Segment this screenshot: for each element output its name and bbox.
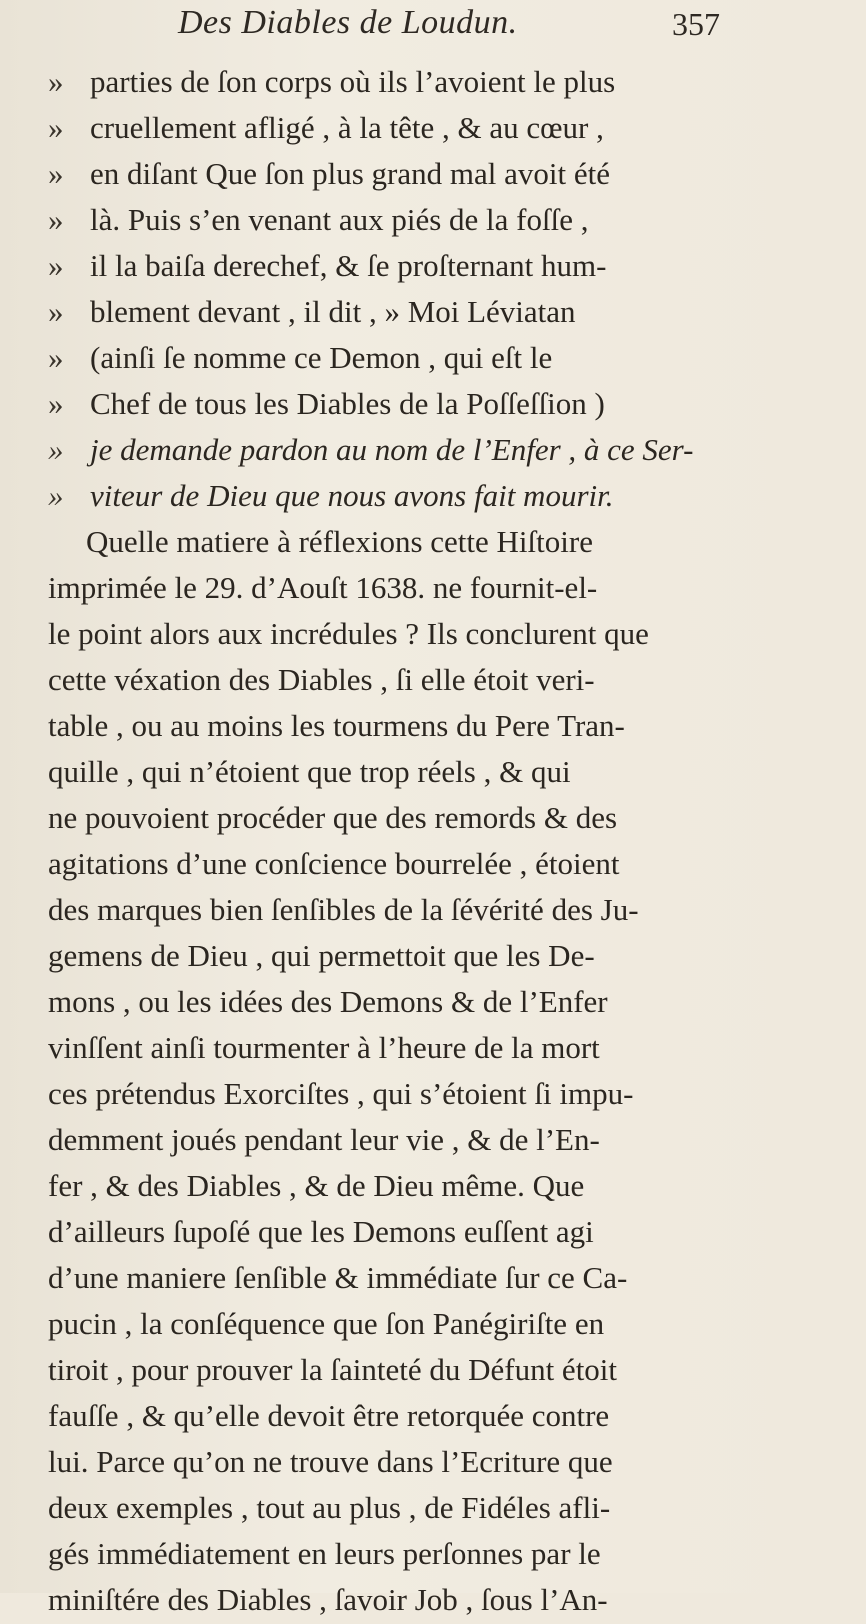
text-line [48, 1118, 828, 1164]
line-text: ne pouvoient procéder que des remords & des [48, 800, 618, 835]
line-text: viteur de Dieu que nous avons fait mourir. [90, 478, 614, 513]
quote-mark: » [48, 478, 64, 513]
text-line [48, 658, 828, 704]
text-line [48, 1348, 828, 1394]
line-text: là. Puis s’en venant aux piés de la foſſe , [90, 202, 589, 237]
line-text: table , ou au moins les tourmens du Pere Tran- [48, 708, 625, 743]
line-text: cette véxation des Diables , ſi elle étoit veri- [48, 662, 595, 697]
line-text: mons , ou les idées des Demons & de l’Enfer [48, 984, 608, 1019]
text-line [48, 1210, 828, 1256]
line-text: blement devant , il dit , » Moi Léviatan [90, 294, 576, 329]
text-line [48, 106, 828, 152]
text-line [48, 1440, 828, 1486]
quote-mark: » [48, 386, 64, 421]
line-text: d’une maniere ſenſible & immédiate ſur ce Ca- [48, 1260, 628, 1295]
text-line [48, 1256, 828, 1302]
text-line [48, 198, 828, 244]
text-line [48, 1486, 828, 1532]
text-line [48, 1532, 828, 1578]
quote-mark: » [48, 64, 64, 99]
line-text: parties de ſon corps où ils l’avoient le plus [90, 64, 616, 99]
line-text: fer , & des Diables , & de Dieu même. Que [48, 1168, 585, 1203]
text-line [48, 336, 828, 382]
line-text: le point alors aux incrédules ? Ils conclurent que [48, 616, 649, 651]
text-line [48, 152, 828, 198]
page-number: 357 [672, 6, 720, 42]
running-title: Des Diables de Loudun. [178, 4, 518, 41]
quote-mark: » [48, 294, 64, 329]
text-line [48, 1164, 828, 1210]
text-line [48, 842, 828, 888]
quote-mark: » [48, 340, 64, 375]
quote-mark: » [48, 248, 64, 283]
line-text: Quelle matiere à réflexions cette Hiſtoire [86, 524, 593, 559]
line-text: imprimée le 29. d’Aouſt 1638. ne fournit-el- [48, 570, 598, 605]
line-text: deux exemples , tout au plus , de Fidéles afli- [48, 1490, 611, 1525]
text-line [48, 750, 828, 796]
quote-mark: » [48, 110, 64, 145]
line-text: tiroit , pour prouver la ſainteté du Défunt étoit [48, 1352, 618, 1387]
line-text: lui. Parce qu’on ne trouve dans l’Ecriture que [48, 1444, 613, 1479]
text-line [48, 980, 828, 1026]
line-text: agitations d’une conſcience bourrelée , étoient [48, 846, 620, 881]
line-text: demment joués pendant leur vie , & de l’En- [48, 1122, 600, 1157]
text-line [48, 1302, 828, 1348]
text-line [48, 1394, 828, 1440]
text-line [48, 244, 828, 290]
text-line [48, 428, 828, 474]
line-text: gés immédiatement en leurs perſonnes par le [48, 1536, 601, 1571]
line-text: gemens de Dieu , qui permettoit que les De- [48, 938, 595, 973]
line-text: vinſſent ainſi tourmenter à l’heure de la mort [48, 1030, 600, 1065]
line-text: miniſtére des Diables , ſavoir Job , ſous l’An- [48, 1582, 608, 1617]
line-text: cruellement afligé , à la tête , & au cœur , [90, 110, 604, 145]
text-line [48, 382, 828, 428]
quote-mark: » [48, 156, 64, 191]
text-line [48, 566, 828, 612]
page-header [0, 0, 800, 60]
text-line [48, 612, 828, 658]
quote-mark: » [48, 432, 64, 467]
quote-mark: » [48, 202, 64, 237]
text-line [48, 290, 828, 336]
line-text: ces prétendus Exorciſtes , qui s’étoient ſi impu- [48, 1076, 634, 1111]
line-text: d’ailleurs ſupoſé que les Demons euſſent agi [48, 1214, 594, 1249]
line-text: je demande pardon au nom de l’Enfer , à ce Ser- [90, 432, 694, 467]
line-text: quille , qui n’étoient que trop réels , & qui [48, 754, 571, 789]
text-line [48, 704, 828, 750]
text-line [48, 1578, 828, 1624]
text-line [48, 888, 828, 934]
line-text: il la baiſa derechef, & ſe proſternant hum- [90, 248, 607, 283]
text-line [48, 796, 828, 842]
text-line [48, 1072, 828, 1118]
text-line [48, 474, 828, 520]
text-line [48, 60, 828, 106]
line-text: Chef de tous les Diables de la Poſſeſſion ) [90, 386, 605, 421]
line-text: des marques bien ſenſibles de la ſévérité des Ju- [48, 892, 639, 927]
line-text: fauſſe , & qu’elle devoit être retorquée contre [48, 1398, 610, 1433]
text-line [48, 1026, 828, 1072]
text-line [48, 934, 828, 980]
line-text: (ainſi ſe nomme ce Demon , qui eſt le [90, 340, 553, 375]
line-text: en diſant Que ſon plus grand mal avoit été [90, 156, 610, 191]
paragraph-first-line [86, 520, 866, 566]
line-text: pucin , la conſéquence que ſon Panégiriſte en [48, 1306, 605, 1341]
